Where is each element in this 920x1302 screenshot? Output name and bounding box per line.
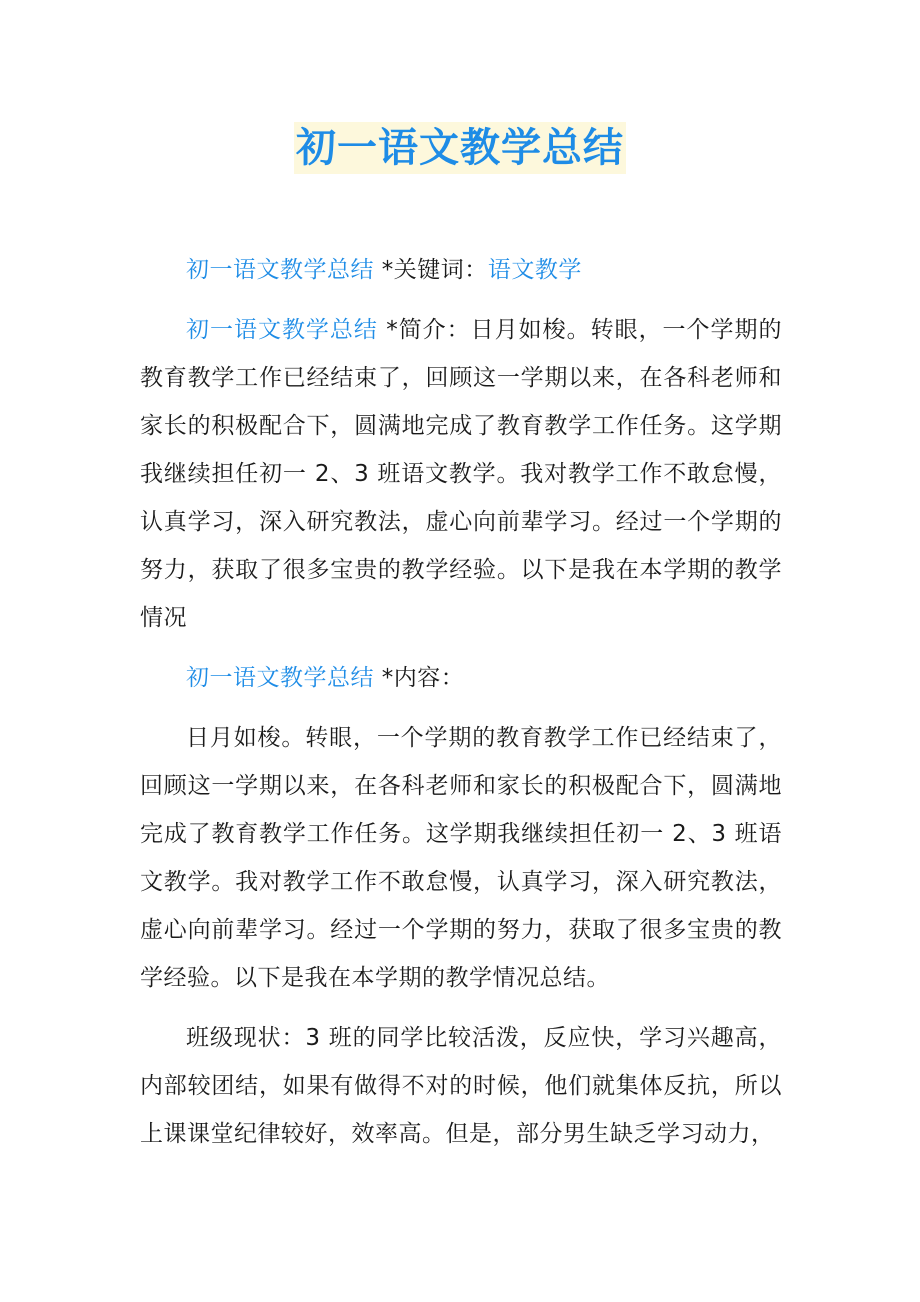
intro-title-link[interactable]: 初一语文教学总结 <box>186 317 378 343</box>
keywords-title-link[interactable]: 初一语文教学总结 <box>186 257 374 283</box>
title-container <box>0 122 920 174</box>
keyword-link[interactable]: 语文教学 <box>487 257 582 283</box>
document-title: 初一语文教学总结 <box>294 122 626 174</box>
body-paragraph-1: 日月如梭。转眼，一个学期的教育教学工作已经结束了，回顾这一学期以来，在各科老师和家长的积极配合下，圆满地完成了教育教学工作任务。这学期我继续担任初一 2、3 班语文教学。我对教学工作不敢怠慢，认真学习，深入研究教法，虚心向前辈学习。经过一个学期的努力，获取了很多宝贵的教学经验。以下是我在本学期的教学情况总结。 <box>140 725 782 991</box>
content-label: *内容： <box>374 665 465 691</box>
content-heading-paragraph <box>140 654 782 702</box>
keywords-label: *关键词： <box>374 257 488 283</box>
intro-paragraph <box>140 306 782 642</box>
document-body <box>140 246 782 1170</box>
keywords-paragraph <box>140 246 782 294</box>
intro-text: *简介：日月如梭。转眼，一个学期的教育教学工作已经结束了，回顾这一学期以来，在各科老师和家长的积极配合下，圆满地完成了教育教学工作任务。这学期我继续担任初一 2、3 班语文教学。我对教学工作不敢怠慢，认真学习，深入研究教法，虚心向前辈学习。经过一个学期的努力，获取了很多宝贵的教学经验。以下是我在本学期的教学情况 <box>140 317 783 631</box>
body-paragraph-2: 班级现状：3 班的同学比较活泼，反应快，学习兴趣高，内部较团结，如果有做得不对的时候，他们就集体反抗，所以上课课堂纪律较好，效率高。但是，部分男生缺乏学习动力， <box>140 1025 782 1147</box>
content-title-link[interactable]: 初一语文教学总结 <box>186 665 374 691</box>
